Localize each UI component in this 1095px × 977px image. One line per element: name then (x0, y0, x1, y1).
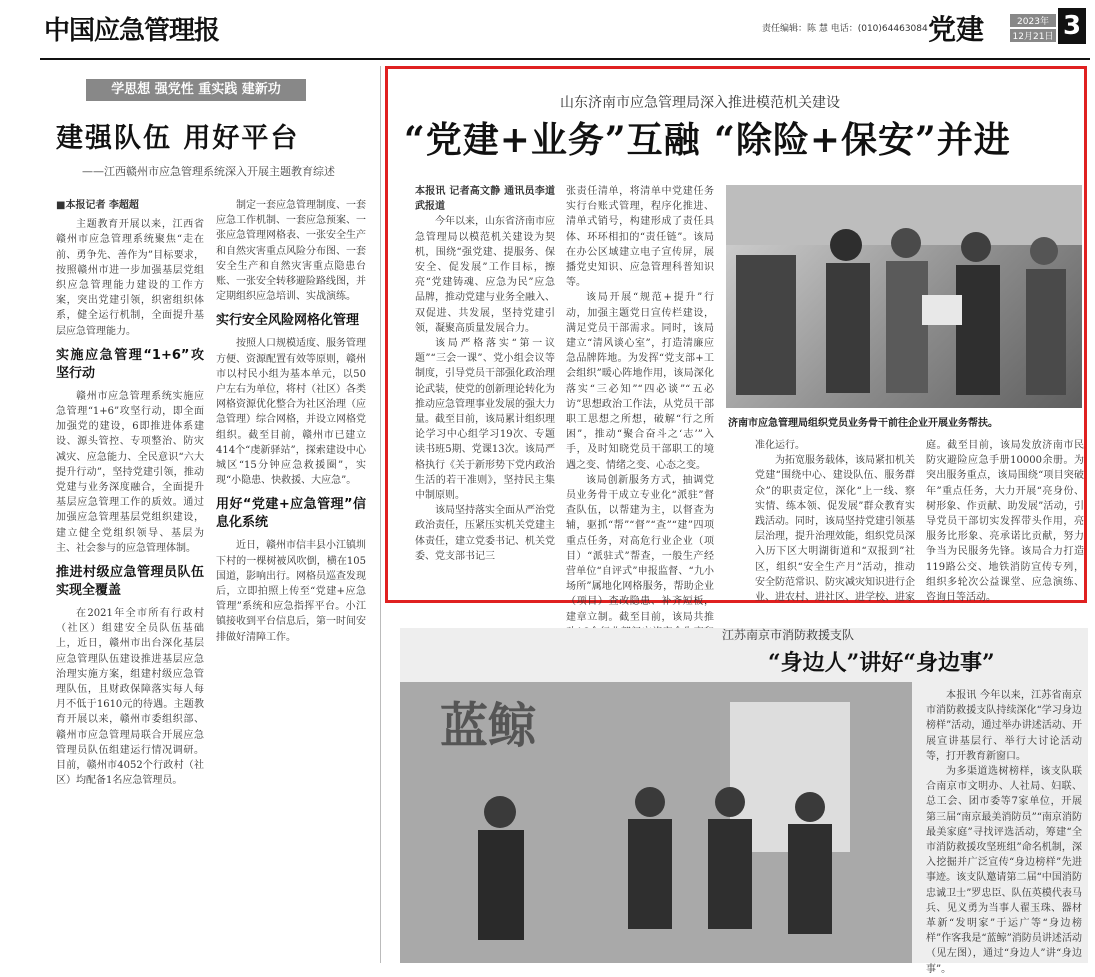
date-box (1010, 14, 1056, 44)
date-year: 2023年 (1010, 14, 1056, 27)
article-a-column-4 (926, 438, 1084, 604)
masthead-rule (40, 58, 1090, 60)
paragraph: 该局创新服务方式，抽调党员业务骨干成立专业化“派驻”督查队伍，以帮建为主，以督查为辅，驱抓“帮”“督”“查”“建”四项重点任务，对高危行业企业（项目）“派驻式”帮查，一般生产经营单位“自评式”申报监督、“九小场所”属地化网格服务，帮助企业（项目）查改隐患、补齐短板，建章立制。截至目前，该局共推 (566, 474, 714, 623)
newspaper-logo: 中国应急管理报 (44, 16, 220, 46)
article-a-column-1 (415, 184, 555, 562)
firefighters-talk-illustration (400, 682, 912, 963)
paragraph: 主题教育开展以来，江西省赣州市应急管理系统聚焦“走在前、勇争先、善作为”目标要求，按照赣州市进一步加强基层党组织应急管理能力建设的工作方案，突出党建引领，织密组织体系，健全运行机制，全面提升基层应急管理能力。 (56, 219, 204, 337)
page-number: 3 (1058, 8, 1086, 44)
left-article-subtitle: ——江西赣州市应急管理系统深入开展主题教育综述 (82, 165, 335, 178)
article-a-column-2 (566, 184, 714, 623)
byline: ■本报记者 李超超 (56, 200, 139, 211)
paragraph: 该局坚持落实全面从严治党政治责任，压紧压实机关党建主体责任，建立党委书记、机关党委、党支部书记三 (415, 505, 555, 562)
article-b-kicker: 江苏南京市消防救援支队 (722, 628, 855, 642)
photo-slogan-text: 蓝鲸 (440, 698, 537, 754)
paragraph: 为多渠道选树榜样，该支队联合南京市文明办、人社局、妇联、总工会、团市委等7家单位，开展第三届“南京最美消防员”“南京消防最美家庭”寻找评选活动，筹建“全市消防救援攻坚班组”命名机制，深入挖掘并广泛宣传“身边榜样”先进事迹。该支队邀请第二届“中国消防忠诚卫士”罗忠臣、队伍英模代表马兵、见义勇为当事人翟玉珠、器材革新“发明家”于运广等“身边榜样”作客我是“蓝鲸”消防员讲述活动（见左图），通过“身边人”讲“身边事”。 (926, 766, 1082, 975)
article-b-headline: “身边人”讲好“身边事” (768, 650, 995, 676)
paragraph: 准化运行。 (755, 440, 805, 451)
section-heading: 推进村级应急管理员队伍实现全覆盖 (56, 565, 204, 599)
article-a-photo (726, 185, 1082, 408)
paragraph: 张责任清单，将清单中党建任务实行台账式管理，程序化推进、清单式销号，构建形成了责任具体、环环相扣的“责任链”。该局在办公区域建立电子宣传屏，展播党史知识、应急管理科普知识等。 (566, 186, 714, 289)
paragraph: 按照人口规模适度、服务管理方便、资源配置有效等原则，赣州市以村民小组为基本单元，以50户左右为单位，将村（社区）各类网格资源优化整合为社区治理（应急管理）综合网格，并设立网格党组织。截至目前，赣州市已建立414个“虔新驿站”，探索建设中心城区“15分钟应急救援圈”，实现“小隐患、快救援、大应急”。 (216, 338, 366, 487)
article-b-photo (400, 682, 912, 963)
paragraph: 近日，赣州市信丰县小江镇圳下村的一棵树被风吹倒，横在105国道，影响出行。网格员巡查发现后，立即拍照上传至“党建+应急管理”系统和应急指挥平台。小江镇接收到平台信息后，第一时间安排做好清障工作。 (216, 540, 366, 643)
article-b-column (926, 688, 1082, 975)
paragraph: 庭。截至目前，该局发放济南市民防灾避险应急手册10000余册。为突出服务重点，该局围绕“项目突破年”重点任务，大力开展“亮身份、树形象、作贡献、助发展”活动，引导党员干部切实发挥带头作用，亮服务比形象、亮承诺比贡献，努力争当为民服务先锋。该局合力打造119路公交、地铁消防宣传专列，组织多轮次公益课堂、应急演练、咨询日等活动。 (926, 440, 1084, 604)
paragraph: 在2021年全市所有行政村（社区）组建安全员队伍基础上，近日，赣州市出台深化基层应急管理队伍建设推进基层应急治理实施方案，组建村级应急管理队伍，且财政保障落实每人每月不低于1610元的待遇。主题教育开展以来，赣州市委组织部、赣州市应急管理局联合开展应急管理员队伍组建运行情况调研。目前，赣州市4052个行政村（社区）均配备1名应急管理员。 (56, 608, 204, 787)
paragraph: 制定一套应急管理制度、一套应急工作机制、一套应急预案、一张应急管理网格表、一张安全生产和自然灾害重点风险分布图、一套安全生产和自然灾害重点隐患台账、一张安全转移避险路线图，并定期组织应急培训、实战演练。 (216, 200, 366, 303)
article-a-kicker: 山东济南市应急管理局深入推进模范机关建设 (560, 95, 840, 111)
paragraph: 该局开展“规范+提升”行动，加强主题党日宣传栏建设，满足党员干部需求。同时，该局建立“清风谈心室”，打造清廉应急品牌阵地。为发挥“党支部+工会组织”暖心阵地作用，该局深化落实“三必知”“四必谈”“五必访”思想政治工作法，从党员干部职工思想之所想，破解“行之所困”，推动“聚合奋斗之‘志’”入手，及时知晓党员干部职工的境遇之变、情绪之变、心态之变。 (566, 292, 714, 471)
paragraph: 本报讯 今年以来，江苏省南京市消防救援支队持续深化“学习身边榜样”活动，通过举办讲述活动、开展宣讲基层行、举行大讨论活动等，打开教育新窗口。 (926, 690, 1082, 762)
left-article-title: 建强队伍 用好平台 (56, 123, 300, 154)
paragraph: 为拓宽服务载体，该局紧扣机关党建“围绕中心、建设队伍、服务群众”的职责定位，深化“上一线、察实情、练本领、促发展”群众教育实践活动。同时，该局坚持党建引领基层治理，提升治理效能，组织党员深入历下区大明湖街道和“双报到”社区，组织“安全生产月”活动，推动安全防范常识、防灾减灾知识进行企业、进农村、进社区、进学校、进家 (755, 455, 915, 604)
theme-slogan-banner: 学思想 强党性 重实践 建新功 (86, 79, 306, 101)
section-heading: 用好“党建+应急管理”信息化系统 (216, 497, 366, 531)
column-divider (380, 66, 381, 963)
article-a-photo-caption: 济南市应急管理局组织党员业务骨干前往企业开展业务帮扶。 (728, 418, 998, 429)
masthead (0, 0, 1095, 62)
date-day: 12月21日 (1010, 29, 1056, 42)
workers-inspection-illustration (726, 185, 1082, 408)
paragraph: 赣州市应急管理系统实施应急管理“1+6”攻坚行动，即全面加强党的建设，6即推进体系建设、源头管控、专项整治、防灾减灾、应急能力、全民意识“六大提升行动”，坚持党建引领，推动党建与业务深度融合，全面提升基层应急管理工作的质效。通过加强应急管理基层党组织建设，建立健全党组织领导、基层为主、社会参与的应急管理体制。 (56, 390, 204, 554)
section-heading: 实施应急管理“1+6”攻坚行动 (56, 347, 204, 381)
left-article-column-1 (56, 198, 204, 963)
section-heading: 实行安全风险网格化管理 (216, 313, 360, 329)
editor-info: 责任编辑：陈 慧 电话：(010)64463084 (762, 24, 928, 34)
article-a-headline: “党建+业务”互融 “除险+保安”并进 (404, 119, 1011, 161)
section-title: 党建 (928, 13, 985, 46)
paragraph: 该局严格落实“第一议题”“三会一课”、党小组会议等制度，引导党员干部强化政治理论武装，使党的创新理论转化为推动应急管理事业发展的强大力量。截至目前，该局累计组织理论学习中心组学习19次、专题读书班5期、党课13次。该局严格执行《关于新形势下党内政治生活的若干准则》，坚持民主集中制原则。 (415, 338, 555, 502)
paragraph: 今年以来，山东省济南市应急管理局以模范机关建设为契机，围绕“强党建、提服务、保安全、促发展”工作目标，擦亮“党建铸魂、应急为民”应急品牌，推动党建与业务全融入、双促进、共发展，坚持党建引领，凝聚高质量发展合力。 (415, 216, 555, 334)
article-a-lead: 本报讯 记者高文静 通讯员李道武报道 (415, 186, 555, 213)
left-article-column-2 (216, 198, 366, 963)
article-a-column-3 (755, 438, 915, 604)
